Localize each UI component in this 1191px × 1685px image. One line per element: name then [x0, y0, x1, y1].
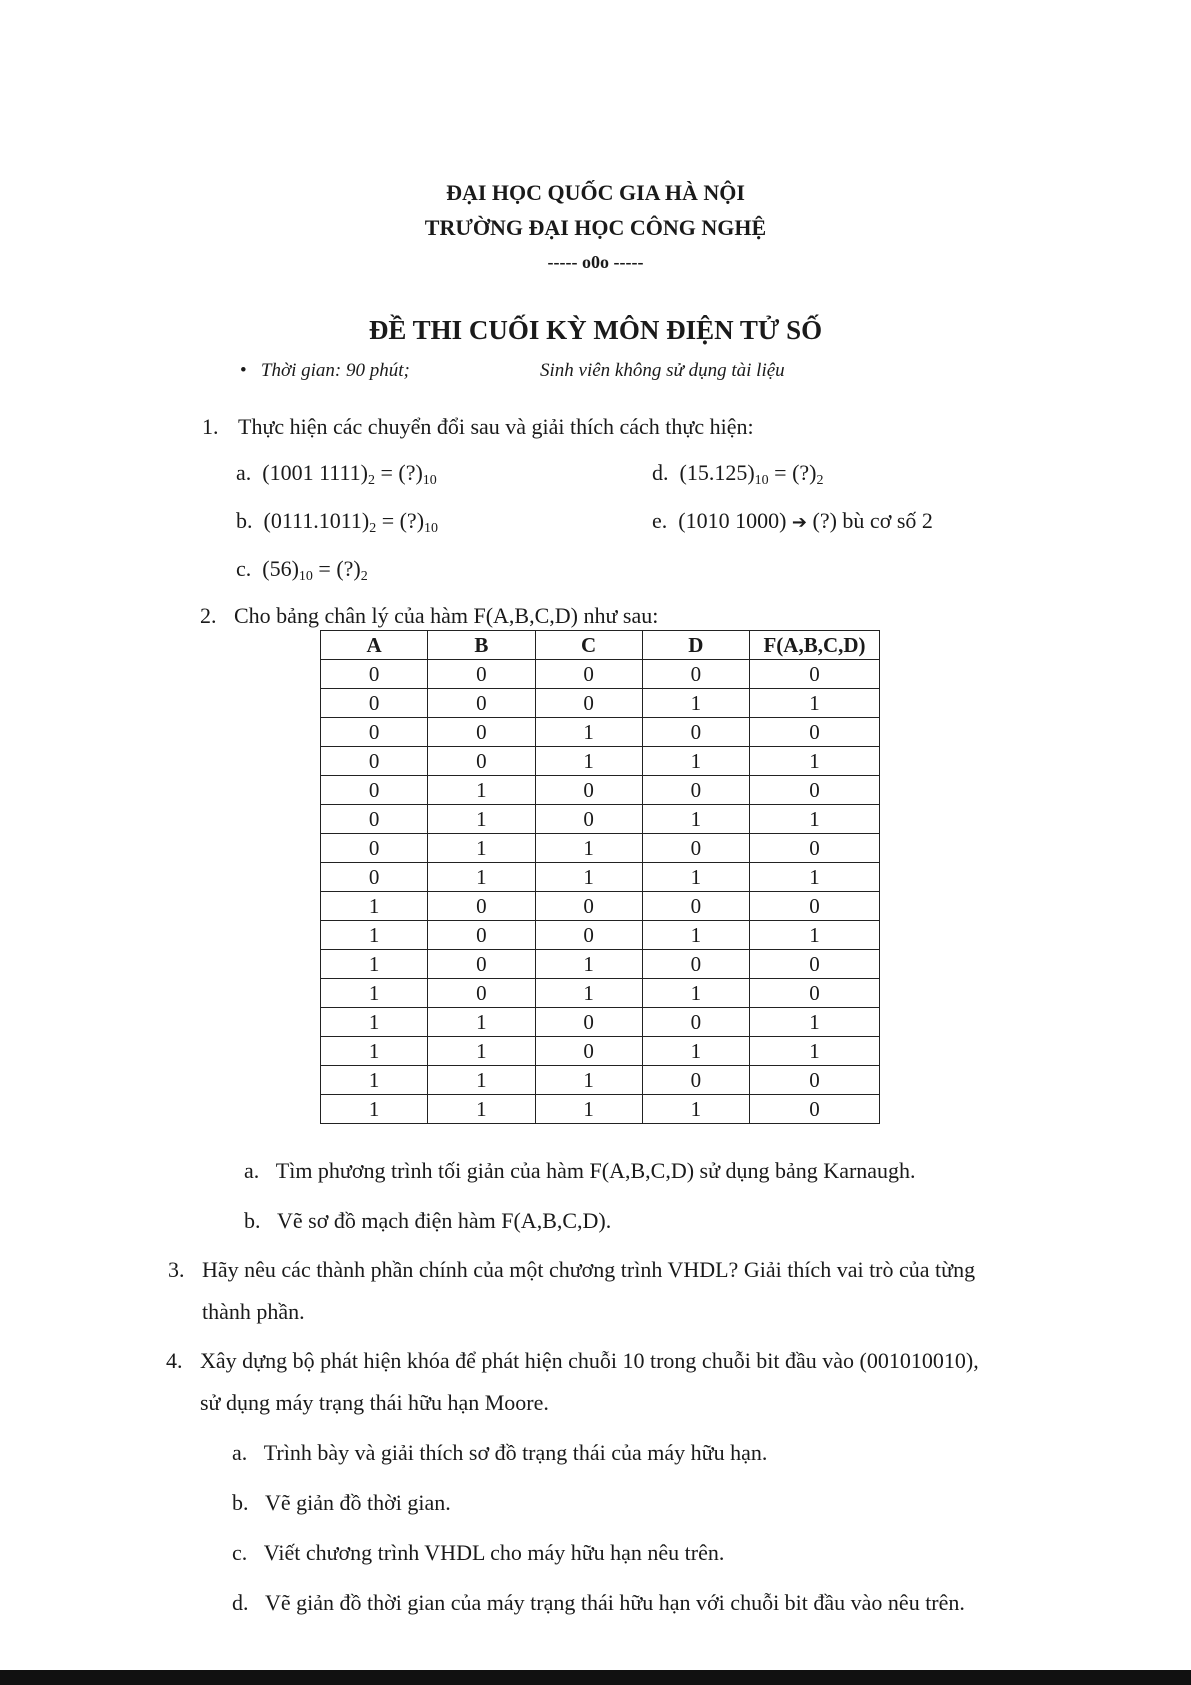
- table-cell: 0: [535, 660, 642, 689]
- q1-e-main: (1010 1000): [678, 508, 792, 533]
- table-cell: 1: [428, 1095, 535, 1124]
- table-cell: 1: [428, 1037, 535, 1066]
- q1-c-label: c.: [236, 556, 252, 581]
- table-cell: 1: [535, 950, 642, 979]
- table-cell: 1: [642, 979, 749, 1008]
- q1-number: 1.: [202, 414, 219, 439]
- table-cell: 1: [535, 1066, 642, 1095]
- q1-a-mid: = (?): [374, 460, 423, 485]
- q2-item-a: [244, 1158, 916, 1184]
- table-cell: 0: [535, 805, 642, 834]
- q1-d-label: d.: [652, 460, 669, 485]
- table-row: [321, 921, 880, 950]
- q1-c-main: (56): [262, 556, 299, 581]
- q1-d-mid: = (?): [768, 460, 817, 485]
- table-cell: 1: [535, 979, 642, 1008]
- table-cell: 1: [750, 689, 880, 718]
- table-cell: 0: [750, 718, 880, 747]
- q4-c-label: c.: [232, 1540, 248, 1565]
- q4-b-text: Vẽ giản đồ thời gian.: [265, 1490, 451, 1515]
- table-row: [321, 979, 880, 1008]
- table-cell: 1: [321, 1008, 428, 1037]
- header-c: C: [535, 631, 642, 660]
- table-cell: 1: [535, 834, 642, 863]
- table-cell: 0: [321, 718, 428, 747]
- table-cell: 1: [321, 1066, 428, 1095]
- table-cell: 0: [642, 834, 749, 863]
- table-cell: 1: [428, 805, 535, 834]
- university-name: ĐẠI HỌC QUỐC GIA HÀ NỘI: [446, 180, 745, 205]
- q2-text: Cho bảng chân lý của hàm F(A,B,C,D) như sau:: [234, 603, 659, 628]
- q4-line1: Xây dựng bộ phát hiện khóa để phát hiện chuỗi 10 trong chuỗi bit đầu vào (001010010),: [200, 1348, 979, 1373]
- q1-b-sub2: 10: [424, 521, 439, 536]
- table-cell: 1: [642, 863, 749, 892]
- table-cell: 1: [321, 950, 428, 979]
- q2-a-label: a.: [244, 1158, 260, 1183]
- table-row: [321, 1095, 880, 1124]
- q1-a-sub2: 10: [422, 473, 437, 488]
- q4-b-label: b.: [232, 1490, 249, 1515]
- q2-b-label: b.: [244, 1208, 261, 1233]
- table-cell: 0: [535, 689, 642, 718]
- q4-item-d: [232, 1590, 965, 1616]
- q1-d-main: (15.125): [679, 460, 755, 485]
- table-cell: 0: [428, 950, 535, 979]
- table-cell: 1: [642, 747, 749, 776]
- q1-c-mid: = (?): [312, 556, 361, 581]
- table-cell: 0: [642, 660, 749, 689]
- table-cell: 0: [642, 892, 749, 921]
- table-cell: 0: [750, 660, 880, 689]
- table-cell: 1: [428, 776, 535, 805]
- table-cell: 0: [428, 718, 535, 747]
- q4-item-b: [232, 1490, 451, 1516]
- table-cell: 1: [750, 921, 880, 950]
- q1-b-mid: = (?): [376, 508, 425, 533]
- table-cell: 1: [321, 892, 428, 921]
- table-row: [321, 863, 880, 892]
- exam-time-text: Thời gian: 90 phút;: [260, 360, 410, 381]
- table-cell: 0: [642, 776, 749, 805]
- q2-a-text: Tìm phương trình tối giản của hàm F(A,B,C,D) sử dụng bảng Karnaugh.: [275, 1158, 916, 1183]
- table-cell: 0: [321, 747, 428, 776]
- table-cell: 1: [321, 1095, 428, 1124]
- table-cell: 0: [321, 805, 428, 834]
- table-row: [321, 834, 880, 863]
- table-row: [321, 689, 880, 718]
- table-cell: 0: [750, 979, 880, 1008]
- q4-a-text: Trình bày và giải thích sơ đồ trạng thái của máy hữu hạn.: [263, 1440, 768, 1465]
- table-cell: 1: [428, 834, 535, 863]
- table-cell: 1: [642, 921, 749, 950]
- truth-table-header-row: [321, 631, 880, 660]
- q4-line2: sử dụng máy trạng thái hữu hạn Moore.: [200, 1390, 549, 1415]
- table-cell: 1: [535, 718, 642, 747]
- scan-edge: [0, 1670, 1191, 1685]
- header-b: B: [428, 631, 535, 660]
- table-cell: 1: [642, 1037, 749, 1066]
- q1-item-b: [236, 508, 438, 537]
- table-cell: 1: [642, 805, 749, 834]
- q4-item-c: [232, 1540, 724, 1566]
- table-cell: 1: [750, 863, 880, 892]
- q1-b-label: b.: [236, 508, 253, 533]
- table-row: [321, 718, 880, 747]
- table-cell: 0: [642, 950, 749, 979]
- table-cell: 0: [535, 921, 642, 950]
- q4-item-a: [232, 1440, 767, 1466]
- table-row: [321, 776, 880, 805]
- table-cell: 0: [535, 892, 642, 921]
- q3-line2: thành phần.: [202, 1299, 305, 1324]
- table-cell: 0: [428, 747, 535, 776]
- exam-title: ĐỀ THI CUỐI KỲ MÔN ĐIỆN TỬ SỐ: [368, 315, 823, 345]
- table-cell: 0: [750, 950, 880, 979]
- table-cell: 1: [428, 863, 535, 892]
- table-cell: 0: [750, 892, 880, 921]
- arrow-right-icon: ➔: [791, 512, 808, 533]
- q1-a-main: (1001 1111): [262, 460, 368, 485]
- table-cell: 0: [535, 776, 642, 805]
- table-cell: 0: [535, 1008, 642, 1037]
- q1-text: Thực hiện các chuyển đổi sau và giải thích cách thực hiện:: [238, 414, 754, 439]
- table-cell: 1: [750, 805, 880, 834]
- table-cell: 0: [321, 660, 428, 689]
- table-cell: 0: [321, 863, 428, 892]
- table-cell: 1: [535, 747, 642, 776]
- table-row: [321, 950, 880, 979]
- header-a: A: [321, 631, 428, 660]
- q4-c-text: Viết chương trình VHDL cho máy hữu hạn nêu trên.: [263, 1540, 725, 1565]
- table-row: [321, 892, 880, 921]
- table-cell: 1: [535, 863, 642, 892]
- table-cell: 1: [321, 921, 428, 950]
- q1-item-a: [236, 460, 437, 489]
- table-cell: 0: [428, 689, 535, 718]
- table-cell: 1: [750, 1008, 880, 1037]
- table-cell: 1: [750, 1037, 880, 1066]
- q2-item-b: [244, 1208, 611, 1234]
- table-row: [321, 1066, 880, 1095]
- q1-c-sub2: 2: [360, 569, 368, 584]
- q1-e-tail: (?) bù cơ số 2: [807, 508, 933, 533]
- q4-d-label: d.: [232, 1590, 249, 1615]
- table-cell: 0: [321, 834, 428, 863]
- q1-e-label: e.: [652, 508, 668, 533]
- table-cell: 0: [428, 921, 535, 950]
- table-cell: 0: [642, 1008, 749, 1037]
- table-row: [321, 1037, 880, 1066]
- q2-b-text: Vẽ sơ đồ mạch điện hàm F(A,B,C,D).: [277, 1208, 612, 1233]
- table-cell: 0: [535, 1037, 642, 1066]
- q1-b-sub1: 2: [369, 521, 377, 536]
- table-cell: 1: [428, 1008, 535, 1037]
- q1-c-sub1: 10: [298, 569, 313, 584]
- q1-d-sub2: 2: [816, 473, 824, 488]
- header-separator: ----- o0o -----: [547, 252, 644, 272]
- table-cell: 1: [642, 689, 749, 718]
- table-cell: 0: [750, 1066, 880, 1095]
- table-row: [321, 805, 880, 834]
- q1-item-d: [652, 460, 823, 489]
- table-cell: 1: [750, 747, 880, 776]
- q4-d-text: Vẽ giản đồ thời gian của máy trạng thái hữu hạn với chuỗi bit đầu vào nêu trên.: [265, 1590, 965, 1615]
- truth-table-body: [321, 660, 880, 1124]
- table-cell: 1: [321, 1037, 428, 1066]
- table-cell: 1: [535, 1095, 642, 1124]
- table-cell: 0: [321, 776, 428, 805]
- table-cell: 1: [321, 979, 428, 1008]
- table-cell: 0: [428, 892, 535, 921]
- q1-item-c: [236, 556, 368, 585]
- q1-a-label: a.: [236, 460, 252, 485]
- q4-a-label: a.: [232, 1440, 248, 1465]
- table-cell: 0: [750, 1095, 880, 1124]
- table-cell: 1: [428, 1066, 535, 1095]
- q3-line1: Hãy nêu các thành phần chính của một chương trình VHDL? Giải thích vai trò của từng: [202, 1257, 976, 1282]
- table-cell: 0: [642, 718, 749, 747]
- table-row: [321, 1008, 880, 1037]
- truth-table: [320, 630, 880, 1124]
- header-f: F(A,B,C,D): [750, 631, 880, 660]
- q1-a-sub1: 2: [367, 473, 375, 488]
- table-cell: 0: [750, 776, 880, 805]
- q4-number: 4.: [166, 1348, 183, 1373]
- table-cell: 0: [428, 660, 535, 689]
- q1-b-main: (0111.1011): [263, 508, 370, 533]
- table-cell: 0: [428, 979, 535, 1008]
- q2-number: 2.: [200, 603, 217, 628]
- header-d: D: [642, 631, 749, 660]
- bullet-icon: •: [240, 360, 261, 381]
- table-cell: 1: [642, 1095, 749, 1124]
- q1-d-sub1: 10: [754, 473, 769, 488]
- exam-note: Sinh viên không sử dụng tài liệu: [540, 360, 785, 381]
- school-name: TRƯỜNG ĐẠI HỌC CÔNG NGHỆ: [424, 215, 767, 240]
- table-row: [321, 747, 880, 776]
- q3-number: 3.: [168, 1257, 185, 1282]
- q1-item-e: [652, 508, 933, 534]
- table-cell: 0: [321, 689, 428, 718]
- exam-time: [240, 360, 410, 382]
- table-cell: 0: [750, 834, 880, 863]
- table-row: [321, 660, 880, 689]
- table-cell: 0: [642, 1066, 749, 1095]
